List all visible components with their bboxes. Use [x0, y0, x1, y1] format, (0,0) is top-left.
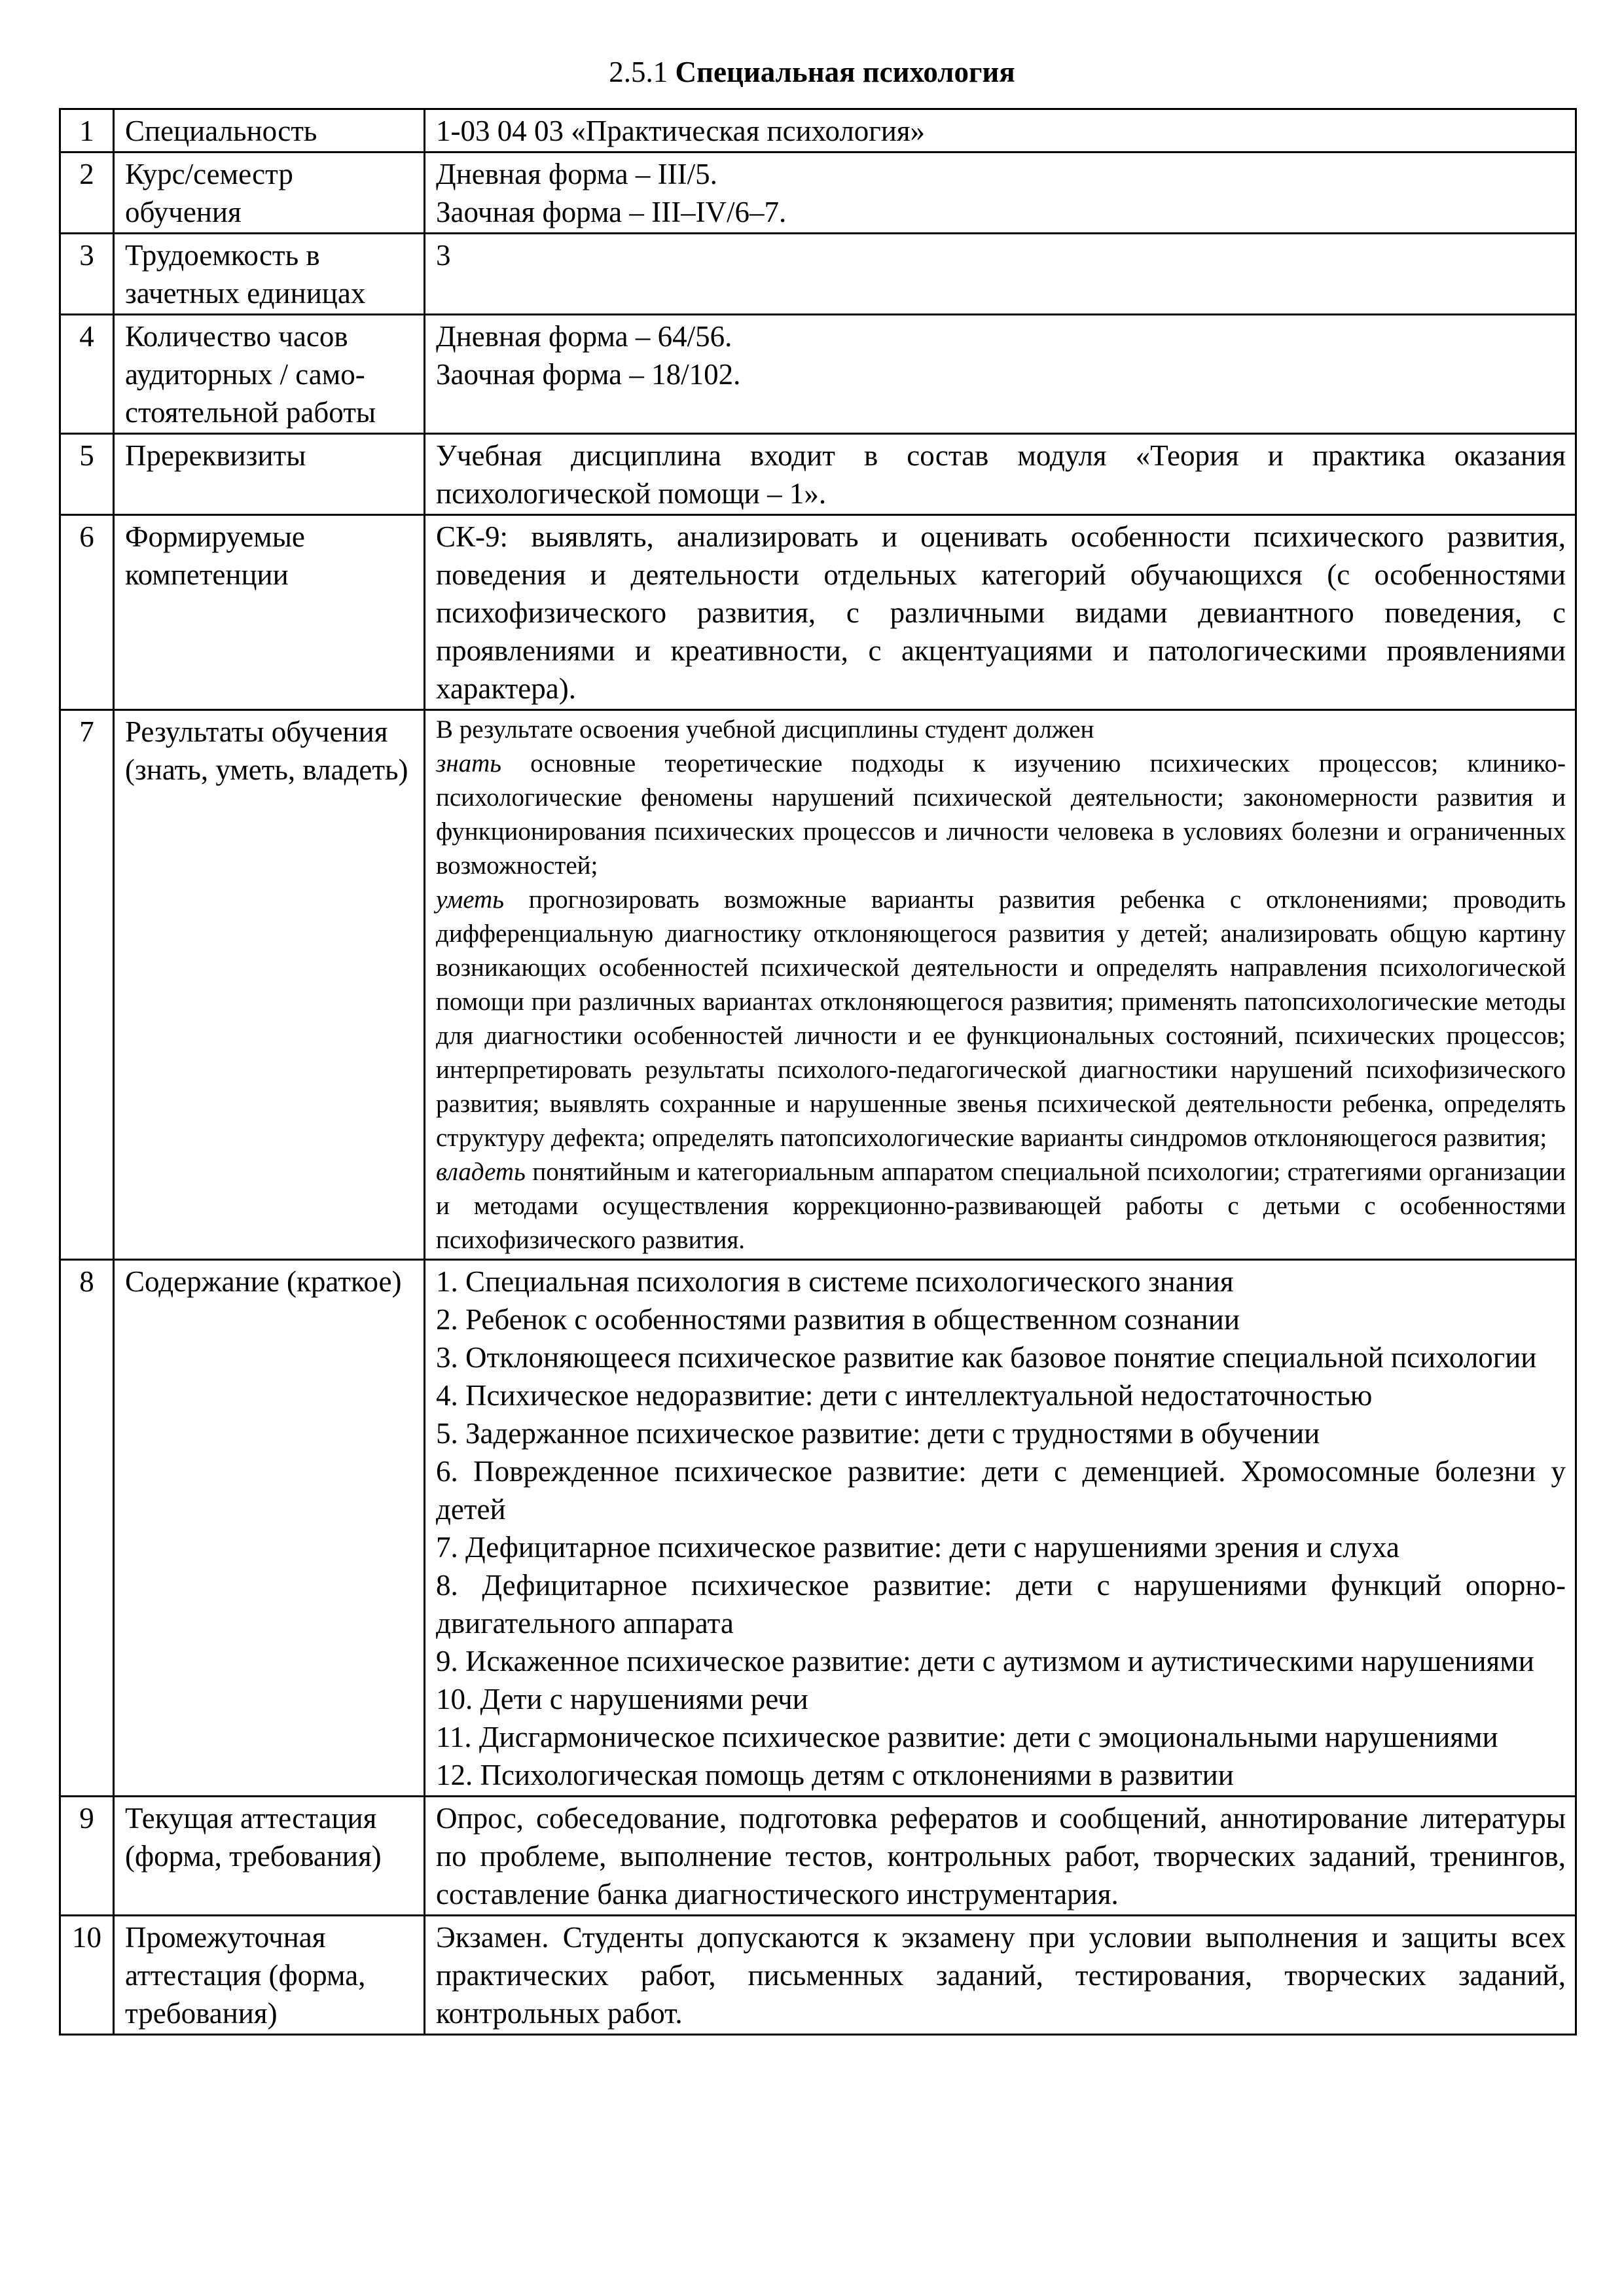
section-title: Специальная психология: [675, 56, 1015, 88]
row-value: [425, 234, 1576, 315]
row-value: [425, 109, 1576, 152]
outcomes-intro: В результате освоения учебной дисциплины студент должен: [436, 715, 1094, 744]
table-row: [60, 109, 1576, 152]
table-row: [60, 152, 1576, 234]
row-value: Экзамен. Студенты допускаются к экзамену при условии выполнения и защиты всех практических работ, письменных заданий, тестирования, творческих заданий, контрольных работ.: [425, 1916, 1576, 2035]
row-value: [425, 315, 1576, 434]
content-item: 11. Дисгармоническое психическое развитие: дети с эмоциональными нарушениями: [436, 1721, 1498, 1753]
row-value: Опрос, собеседование, подготовка рефератов и сообщений, аннотирование литературы по проблеме, выполнение тестов, контрольных работ, творческих заданий, тренингов, составление банка диагностического инструментария.: [425, 1797, 1576, 1916]
content-item: 5. Задержанное психическое развитие: дети с трудностями в обучении: [436, 1417, 1320, 1450]
row-value: Учебная дисциплина входит в состав модуля «Теория и практика оказания психологической помощи – 1».: [425, 434, 1576, 515]
value-line: Заочная форма – 18/102.: [436, 358, 741, 391]
row-number: 7: [60, 710, 114, 1260]
value-line: Заочная форма – III–IV/6–7.: [436, 196, 787, 228]
outcome-know: [436, 747, 1566, 883]
table-row: [60, 1260, 1576, 1797]
content-item: 1. Специальная психология в системе психологического знания: [436, 1265, 1234, 1298]
section-heading: [0, 52, 1624, 92]
content-item: 4. Психическое недоразвитие: дети с интеллектуальной недостаточностью: [436, 1379, 1373, 1412]
row-label: Текущая аттестация (форма, требования): [114, 1797, 425, 1916]
outcome-can: [436, 883, 1566, 1155]
table-row: [60, 710, 1576, 1260]
table-row: [60, 234, 1576, 315]
content-item: 10. Дети с нарушениями речи: [436, 1683, 808, 1715]
content-item: 2. Ребенок с особенностями развития в общественном сознании: [436, 1303, 1240, 1336]
row-label: Формируемые компетенции: [114, 515, 425, 710]
content-item: 12. Психологическая помощь детям с отклонениями в развитии: [436, 1759, 1234, 1791]
table-row: [60, 515, 1576, 710]
learning-outcomes: [425, 710, 1576, 1260]
row-value: [425, 152, 1576, 234]
content-item: 6. Поврежденное психическое развитие: дети с деменцией. Хромосомные болезни у детей: [436, 1455, 1566, 1526]
value-line: Дневная форма – 64/56.: [436, 320, 732, 353]
row-label: Количество часов аудиторных / само-стоятельной работы: [114, 315, 425, 434]
value-line: 1-03 04 03 «Практическая психология»: [436, 115, 926, 147]
outcome-term: уметь: [436, 886, 504, 914]
row-number: 4: [60, 315, 114, 434]
row-label: Промежуточная аттестация (форма, требования): [114, 1916, 425, 2035]
outcome-text: понятийным и категориальным аппаратом специальной психологии; стратегиями организации и методами осуществления коррекционно-развивающей работы с детьми с особенностями психофизического развития.: [436, 1158, 1566, 1254]
row-number: 2: [60, 152, 114, 234]
row-number: 8: [60, 1260, 114, 1797]
outcome-own: [436, 1155, 1566, 1257]
row-number: 9: [60, 1797, 114, 1916]
row-label: Специальность: [114, 109, 425, 152]
row-number: 6: [60, 515, 114, 710]
row-label: Содержание (краткое): [114, 1260, 425, 1797]
table-row: [60, 1916, 1576, 2035]
row-value: СК-9: выявлять, анализировать и оценивать особенности психического развития, поведения и деятельности отдельных категорий обучающихся (с особенностями психофизического развития, с различными видами девиантного поведения, с проявлениями и креативности, с акцентуациями и патологическими проявлениями характера).: [425, 515, 1576, 710]
row-label: Результаты обучения (знать, уметь, владеть): [114, 710, 425, 1260]
table-row: [60, 315, 1576, 434]
value-line: Дневная форма – III/5.: [436, 158, 717, 190]
row-number: 3: [60, 234, 114, 315]
content-item: 9. Искаженное психическое развитие: дети с аутизмом и аутистическими нарушениями: [436, 1645, 1534, 1677]
outcome-term: знать: [436, 749, 501, 778]
discipline-table: [59, 108, 1577, 2036]
row-label: Трудоемкость в зачетных единицах: [114, 234, 425, 315]
table-row: [60, 1797, 1576, 1916]
row-label: Курс/семестр обучения: [114, 152, 425, 234]
content-item: 7. Дефицитарное психическое развитие: дети с нарушениями зрения и слуха: [436, 1531, 1399, 1564]
row-number: 1: [60, 109, 114, 152]
value-line: 3: [436, 239, 451, 272]
row-label: Пререквизиты: [114, 434, 425, 515]
outcome-term: владеть: [436, 1158, 526, 1186]
row-number: 10: [60, 1916, 114, 2035]
row-number: 5: [60, 434, 114, 515]
outcome-text: прогнозировать возможные варианты развития ребенка с отклонениями; проводить дифференциальную диагностику отклоняющегося развития у детей; анализировать общую картину возникающих особенностей психической деятельности и определять направления психологической помощи при различных вариантах отклоняющегося развития; применять патопсихологические методы для диагностики особенностей личности и ее функциональных состояний, психических процессов; интерпретировать результаты психолого-педагогической диагностики нарушений психофизического развития; выявлять сохранные и нарушенные звенья психической деятельности ребенка, определять структуру дефекта; определять патопсихологические варианты синдромов отклоняющегося развития;: [436, 886, 1566, 1152]
section-number: 2.5.1: [609, 56, 668, 88]
table-row: [60, 434, 1576, 515]
content-item: 8. Дефицитарное психическое развитие: дети с нарушениями функций опорно-двигательного аппарата: [436, 1569, 1566, 1640]
content-list: [425, 1260, 1576, 1797]
content-item: 3. Отклоняющееся психическое развитие как базовое понятие специальной психологии: [436, 1341, 1537, 1374]
outcome-text: основные теоретические подходы к изучению психических процессов; клинико-психологические феномены нарушений психической деятельности; закономерности развития и функционирования психических процессов и личности человека в условиях болезни и ограниченных возможностей;: [436, 749, 1566, 880]
